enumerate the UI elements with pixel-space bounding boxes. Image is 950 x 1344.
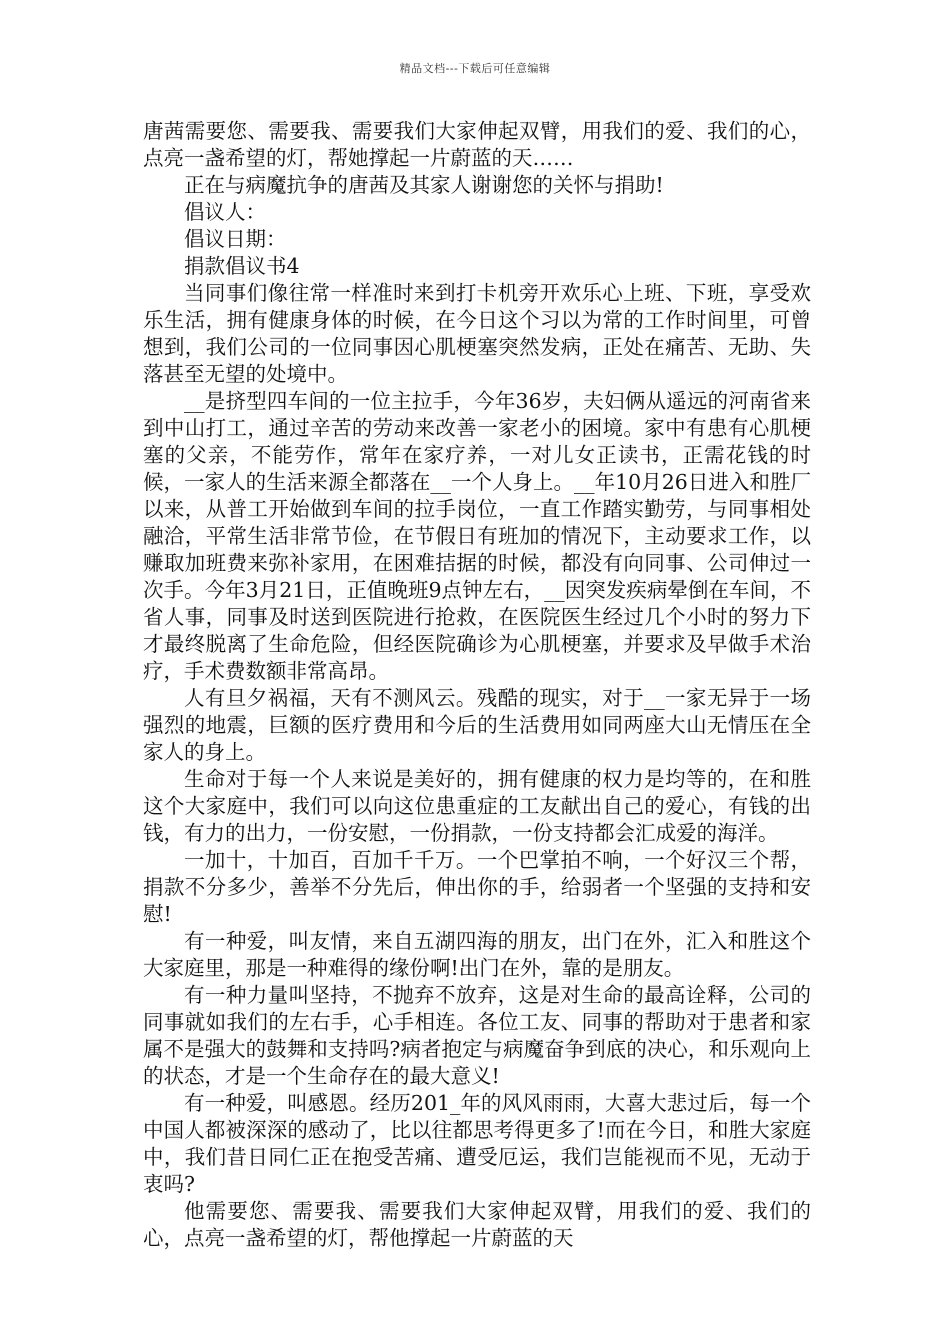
paragraph: 一加十，十加百，百加千千万。一个巴掌拍不响，一个好汉三个帮，捐款不分多少，善举不分先后，伸出你的手，给弱者一个坚强的支持和安慰! bbox=[143, 848, 811, 926]
paragraph: 他需要您、需要我、需要我们大家伸起双臂，用我们的爱、我们的心，点亮一盏希望的灯，帮他撑起一片蔚蓝的天 bbox=[143, 1199, 811, 1250]
initiative-date-label: 倡议日期： bbox=[184, 227, 287, 251]
paragraph: 唐茜需要您、需要我、需要我们大家伸起双臂，用我们的爱、我们的心，点亮一盏希望的灯，帮她撑起一片蔚蓝的天…… bbox=[143, 119, 811, 170]
initiator-label: 倡议人： bbox=[184, 200, 266, 224]
paragraph: __是挤型四车间的一位主拉手，今年36岁，夫妇俩从遥远的河南省来到中山打工，通过辛苦的劳动来改善一家老小的困境。家中有患有心肌梗塞的父亲，不能劳作，常年在家疗养，一对儿女正读书，正需花钱的时候，一家人的生活来源全都落在__一个人身上。__年10月26日进入和胜厂以来，从普工开始做到车间的拉手岗位，一直工作踏实勤劳，与同事相处融洽，平常生活非常节俭，在节假日有班加的情况下，主动要求工作，以赚取加班费来弥补家用，在困难拮据的时候，都没有向同事、公司伸过一次手。今年3月21日，正值晚班9点钟左右，__因突发疾病晕倒在车间，不省人事，同事及时送到医院进行抢救，在医院医生经过几个小时的努力下才最终脱离了生命危险，但经医院确诊为心肌梗塞，并要求及早做手术治疗，手术费数额非常高昂。 bbox=[143, 389, 811, 683]
paragraph: 有一种爱，叫友情，来自五湖四海的朋友，出门在外，汇入和胜这个大家庭里，那是一种难得的缘份啊!出门在外，靠的是朋友。 bbox=[143, 929, 811, 980]
paragraph: 当同事们像往常一样准时来到打卡机旁开欢乐心上班、下班，享受欢乐生活，拥有健康身体的时候，在今日这个习以为常的工作时间里，可曾想到，我们公司的一位同事因心肌梗塞突然发病，正处在痛苦、无助、失落甚至无望的处境中。 bbox=[143, 281, 811, 386]
document-body bbox=[143, 118, 811, 1252]
section-title: 捐款倡议书4 bbox=[184, 254, 300, 278]
paragraph: 有一种力量叫坚持，不抛弃不放弃，这是对生命的最高诠释，公司的同事就如我们的左右手，心手相连。各位工友、同事的帮助对于患者和家属不是强大的鼓舞和支持吗?病者抱定与病魔奋争到底的决心，和乐观向上的状态，才是一个生命存在的最大意义! bbox=[143, 983, 811, 1088]
paragraph: 生命对于每一个人来说是美好的，拥有健康的权力是均等的，在和胜这个大家庭中，我们可以向这位患重症的工友献出自己的爱心，有钱的出钱，有力的出力，一份安慰，一份捐款，一份支持都会汇成爱的海洋。 bbox=[143, 767, 811, 845]
paragraph: 有一种爱，叫感恩。经历201_年的风风雨雨，大喜大悲过后，每一个中国人都被深深的感动了，比以往都思考得更多了!而在今日，和胜大家庭中，我们昔日同仁正在抱受苦痛、遭受厄运，我们岂能视而不见，无动于衷吗? bbox=[143, 1091, 811, 1196]
paragraph: 正在与病魔抗争的唐茜及其家人谢谢您的关怀与捐助! bbox=[184, 173, 664, 197]
paragraph: 人有旦夕祸福，天有不测风云。残酷的现实，对于__一家无异于一场强烈的地震，巨额的医疗费用和今后的生活费用如同两座大山无情压在全家人的身上。 bbox=[143, 686, 811, 764]
page-header: 精品文档---下载后可任意编辑 bbox=[399, 62, 551, 75]
